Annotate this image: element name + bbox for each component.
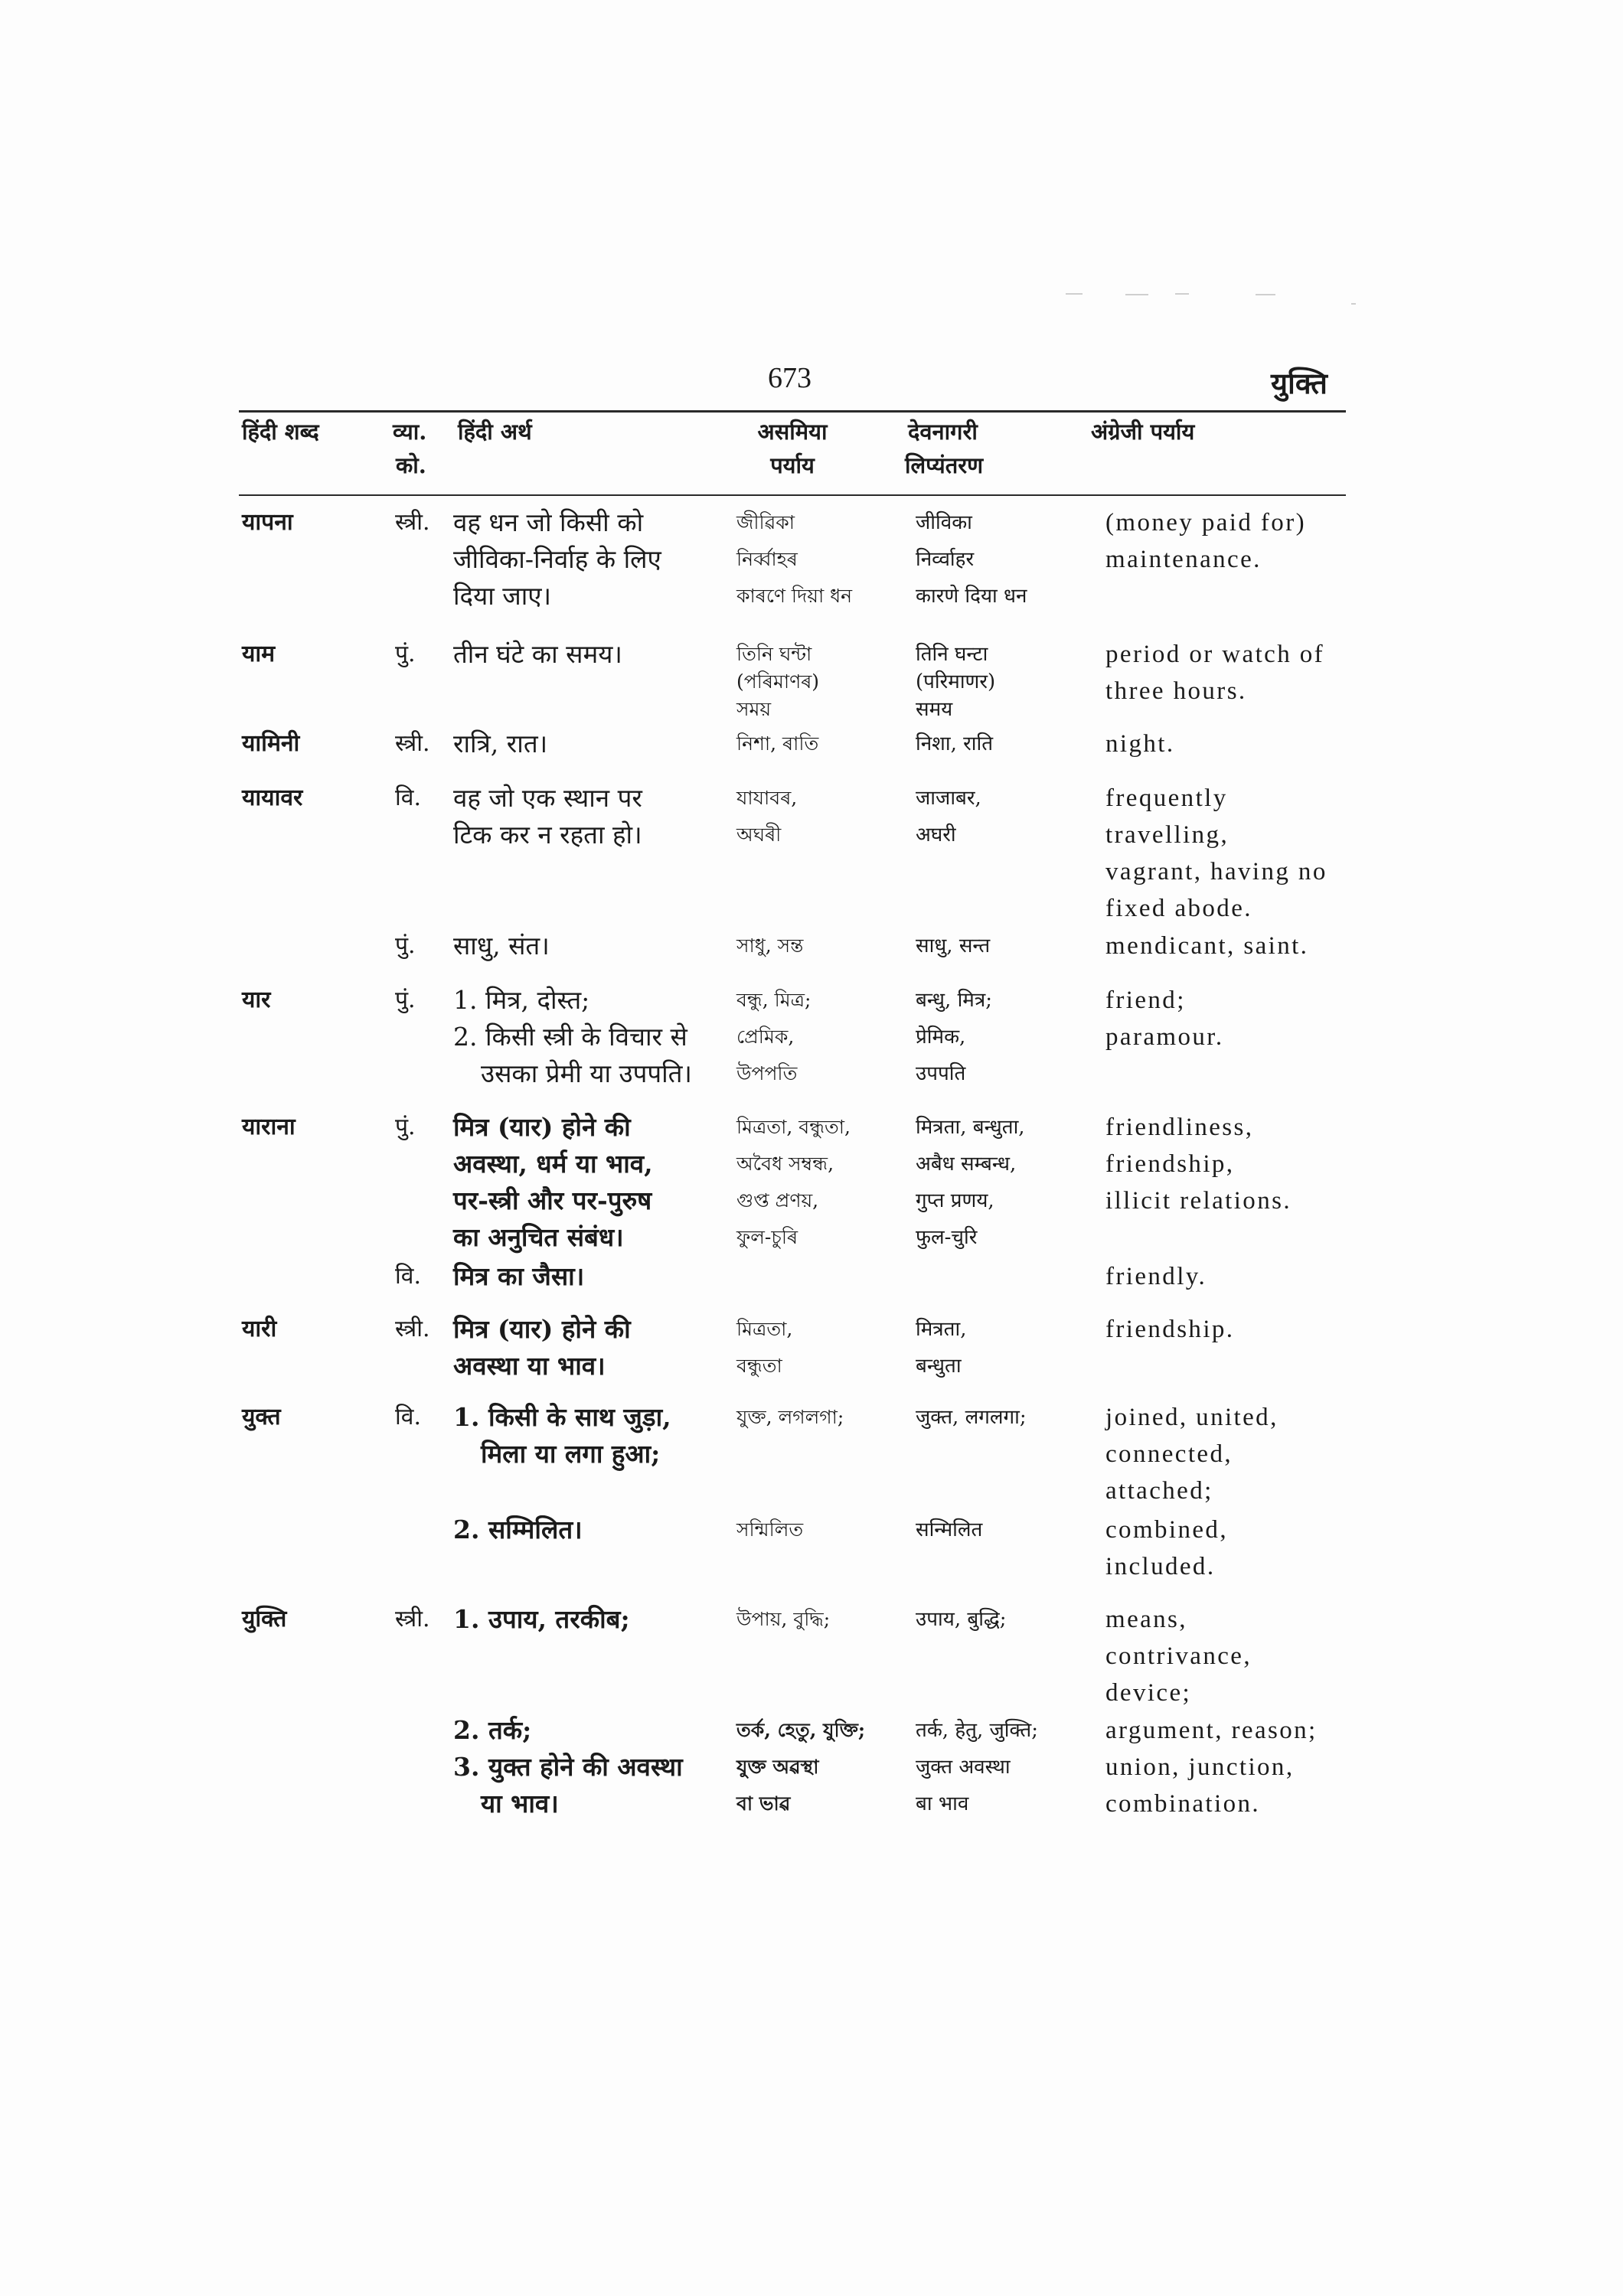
transliteration-line: बन्धुता (916, 1355, 962, 1378)
hindi-meaning-line: 2. सम्मिलित। (453, 1515, 583, 1544)
english-equivalent-line: travelling, (1105, 821, 1229, 849)
english-equivalent-line: connected, (1105, 1440, 1233, 1468)
scan-artifact (1066, 293, 1083, 295)
transliteration-line: जुक्त अवस्था (916, 1756, 1011, 1779)
english-equivalent-line: night. (1105, 730, 1175, 758)
english-equivalents (1105, 1749, 1294, 1822)
entry-row (0, 1601, 1623, 1707)
assamese-synonyms (736, 1399, 844, 1436)
english-equivalents (1105, 1512, 1228, 1585)
english-equivalent-line: period or watch of (1105, 641, 1325, 668)
hindi-meaning-line: का अनुचित संबंध। (453, 1222, 624, 1252)
english-equivalents (1105, 1109, 1292, 1219)
devanagari-transliteration (916, 1749, 1011, 1822)
entry-sense-row (0, 1258, 1623, 1295)
column-header-assamese (735, 415, 850, 482)
english-equivalent-line: union, junction, (1105, 1753, 1295, 1781)
assamese-synonym-line: ফুল-চুৰি (736, 1226, 798, 1248)
assamese-synonyms (736, 726, 818, 762)
transliteration-line: जाजाबर, (916, 787, 981, 810)
english-equivalent-line: device; (1105, 1679, 1192, 1707)
assamese-synonym-line: (পৰিমাণৰ) (736, 670, 820, 693)
hindi-meaning-line: अवस्था या भाव। (453, 1351, 606, 1381)
column-header-headword: हिंदी शब्द (242, 419, 319, 445)
assamese-synonym-line: মিত্ৰতা, বন্ধুতা, (736, 1116, 851, 1138)
grammar-label: पुं. (395, 641, 416, 667)
devanagari-transliteration (916, 1712, 1038, 1749)
assamese-synonym-line: তৰ্ক, হেতু, যুক্তি; (736, 1719, 866, 1741)
english-equivalent-line: (money paid for) (1105, 509, 1306, 536)
transliteration-line: मित्रता, (916, 1318, 967, 1341)
hindi-meaning (453, 1399, 671, 1473)
scan-artifact (1175, 293, 1189, 295)
english-equivalents (1105, 1601, 1252, 1711)
assamese-synonym-line: কাৰণে দিয়া ধন (736, 585, 853, 607)
grammar-label: स्त्री. (395, 1606, 430, 1632)
hindi-meaning-line: 1. मित्र, दोस्त; (453, 985, 590, 1015)
assamese-synonym-line: প্ৰেমিক, (736, 1026, 795, 1048)
transliteration-line: सन्मिलित (916, 1518, 983, 1541)
entry-sense-row (0, 1749, 1623, 1818)
hindi-meaning-line: साधु, संत। (453, 931, 550, 960)
transliteration-line: जीविका (916, 511, 972, 534)
english-equivalent-line: mendicant, saint. (1105, 932, 1309, 960)
transliteration-line: उपपति (916, 1062, 966, 1085)
header-bottom-rule (239, 494, 1346, 496)
entry-row (0, 1399, 1623, 1505)
hindi-meaning-line: मित्र का जैसा। (453, 1261, 585, 1291)
hindi-meaning (453, 504, 661, 615)
english-equivalent-line: three hours. (1105, 677, 1247, 705)
page-number: 673 (768, 362, 812, 394)
devanagari-transliteration (916, 982, 992, 1092)
english-equivalent-line: combined, (1105, 1516, 1228, 1544)
hindi-meaning (453, 1512, 583, 1548)
assamese-synonym-line: বন্ধুতা (736, 1355, 782, 1377)
scan-artifact (1125, 294, 1148, 295)
assamese-synonym-line: নিৰ্ব্বাহৰ (736, 548, 798, 570)
english-equivalents (1105, 1712, 1318, 1749)
transliteration-line: बा भाव (916, 1792, 969, 1815)
devanagari-transliteration (916, 1601, 1006, 1638)
hindi-meaning-line: 1. उपाय, तरकीब; (453, 1604, 630, 1634)
headword: युक्ति (242, 1606, 287, 1632)
devanagari-transliteration (916, 636, 995, 723)
column-header-meaning: हिंदी अर्थ (458, 419, 532, 445)
devanagari-transliteration (916, 1399, 1027, 1436)
devanagari-transliteration (916, 1311, 966, 1384)
hindi-meaning-line: उसका प्रेमी या उपपति। (481, 1058, 692, 1088)
grammar-label: वि. (395, 1263, 421, 1290)
assamese-synonym-line: সাধু, সন্ত (736, 934, 804, 957)
english-equivalent-line: means, (1105, 1606, 1187, 1633)
hindi-meaning-line: 2. तर्क; (453, 1715, 532, 1745)
transliteration-line: मित्रता, बन्धुता, (916, 1116, 1025, 1139)
header-top-rule (239, 410, 1346, 413)
english-equivalent-line: included. (1105, 1553, 1216, 1580)
entry-row (0, 1311, 1623, 1381)
english-equivalent-line: friendly. (1105, 1263, 1207, 1290)
english-equivalents (1105, 504, 1306, 578)
english-equivalent-line: argument, reason; (1105, 1717, 1318, 1744)
hindi-meaning (453, 636, 622, 673)
column-header-assamese-line: असमिया (757, 419, 828, 445)
english-equivalents (1105, 636, 1324, 709)
scan-artifact (1256, 294, 1275, 295)
hindi-meaning-line: पर-स्त्री और पर-पुरुष (453, 1186, 652, 1215)
hindi-meaning-line: या भाव। (481, 1789, 559, 1818)
entry-sense-row (0, 928, 1623, 964)
headword: याम (242, 641, 276, 667)
assamese-synonyms (736, 1749, 818, 1822)
assamese-synonyms (736, 780, 797, 853)
assamese-synonym-line: যাযাবৰ, (736, 787, 798, 809)
english-equivalents (1105, 928, 1308, 964)
transliteration-line: जुक्त, लगलगा; (916, 1406, 1027, 1429)
english-equivalent-line: illicit relations. (1105, 1187, 1292, 1215)
english-equivalent-line: joined, united, (1105, 1404, 1278, 1431)
headword: यार (242, 987, 271, 1013)
entry-row (0, 726, 1623, 762)
assamese-synonyms (736, 1712, 865, 1749)
headword: यायावर (242, 784, 303, 811)
english-equivalents (1105, 1311, 1234, 1348)
english-equivalent-line: combination. (1105, 1790, 1261, 1818)
grammar-label: पुं. (395, 987, 416, 1013)
devanagari-transliteration (916, 504, 1027, 615)
transliteration-line: उपाय, बुद्धि; (916, 1608, 1007, 1631)
grammar-label: स्त्री. (395, 509, 430, 536)
assamese-synonym-line: উপায়, বুদ্ধি; (736, 1608, 831, 1630)
assamese-synonym-line: মিত্ৰতা, (736, 1318, 793, 1340)
devanagari-transliteration (916, 1109, 1025, 1256)
english-equivalent-line: fixed abode. (1105, 895, 1252, 922)
english-equivalents (1105, 1399, 1278, 1509)
transliteration-line: अघरी (916, 823, 956, 846)
transliteration-line: समय (916, 698, 953, 721)
devanagari-transliteration (916, 726, 993, 762)
english-equivalent-line: paramour. (1105, 1023, 1224, 1051)
headword: यारी (242, 1316, 277, 1342)
hindi-meaning-line: अवस्था, धर्म या भाव, (453, 1149, 653, 1179)
transliteration-line: फुल-चुरि (916, 1226, 978, 1249)
hindi-meaning (453, 1311, 631, 1384)
hindi-meaning (453, 1109, 653, 1256)
entry-row (0, 982, 1623, 1088)
hindi-meaning-line: वह जो एक स्थान पर (453, 783, 642, 813)
transliteration-line: गुप्त प्रणय, (916, 1189, 994, 1212)
grammar-label: स्त्री. (395, 1316, 430, 1342)
hindi-meaning-line: जीविका-निर्वाह के लिए (453, 544, 661, 574)
assamese-synonym-line: সন্মিলিত (736, 1518, 804, 1541)
hindi-meaning-line: मित्र (यार) होने की (453, 1314, 631, 1344)
assamese-synonym-line: বন্ধু, মিত্ৰ; (736, 989, 812, 1011)
english-equivalent-line: maintenance. (1105, 546, 1262, 573)
entry-row (0, 780, 1623, 922)
grammar-label: वि. (395, 1404, 421, 1430)
devanagari-transliteration (916, 1512, 982, 1548)
assamese-synonyms (736, 928, 803, 964)
grammar-label: स्त्री. (395, 730, 430, 757)
english-equivalent-line: contrivance, (1105, 1642, 1252, 1670)
hindi-meaning-line: मित्र (यार) होने की (453, 1112, 631, 1142)
english-equivalent-line: friend; (1105, 987, 1186, 1014)
assamese-synonym-line: অবৈধ সম্বন্ধ, (736, 1153, 834, 1175)
hindi-meaning-line: मिला या लगा हुआ; (481, 1439, 661, 1469)
english-equivalent-line: friendship, (1105, 1150, 1235, 1178)
headword: यामिनी (242, 730, 300, 757)
transliteration-line: निशा, राति (916, 732, 994, 755)
transliteration-line: तर्क, हेतु, जुक्ति; (916, 1719, 1039, 1742)
column-header-transliteration-line: देवनागरी (908, 419, 978, 445)
hindi-meaning-line: 2. किसी स्त्री के विचार से (453, 1022, 687, 1052)
english-equivalent-line: frequently (1105, 784, 1228, 812)
assamese-synonyms (736, 982, 811, 1092)
grammar-label: पुं. (395, 932, 416, 959)
english-equivalent-line: friendliness, (1105, 1114, 1254, 1141)
hindi-meaning (453, 1601, 630, 1638)
assamese-synonym-line: জীৱিকা (736, 511, 795, 533)
assamese-synonym-line: নিশা, ৰাতি (736, 732, 819, 755)
column-header-transliteration-line: लिप्यंतरण (905, 452, 984, 478)
headword: युक्त (242, 1404, 281, 1430)
hindi-meaning-line: वह धन जो किसी को (453, 507, 644, 537)
hindi-meaning (453, 1749, 683, 1822)
assamese-synonym-line: উপপতি (736, 1062, 798, 1084)
hindi-meaning-line: 1. किसी के साथ जुड़ा, (453, 1402, 671, 1432)
entry-row (0, 1109, 1623, 1252)
assamese-synonyms (736, 636, 819, 723)
hindi-meaning-line: 3. युक्त होने की अवस्था (453, 1752, 683, 1782)
hindi-meaning-line: तीन घंटे का समय। (453, 639, 622, 669)
headword: याराना (242, 1114, 296, 1140)
assamese-synonyms (736, 1109, 851, 1256)
english-equivalent-line: friendship. (1105, 1316, 1235, 1343)
transliteration-line: निर्व्वाहर (916, 548, 975, 571)
hindi-meaning (453, 982, 692, 1092)
column-header-grammar-line: को. (396, 452, 426, 478)
assamese-synonym-line: গুপ্ত প্ৰণয়, (736, 1189, 819, 1212)
grammar-label: वि. (395, 784, 421, 811)
english-equivalent-line: vagrant, having no (1105, 858, 1327, 885)
devanagari-transliteration (916, 780, 981, 853)
transliteration-line: साधु, सन्त (916, 934, 991, 957)
hindi-meaning-line: रात्रि, रात। (453, 729, 548, 758)
assamese-synonyms (736, 1512, 803, 1548)
column-header-english: अंग्रेजी पर्याय (1091, 419, 1195, 445)
assamese-synonym-line: বা ভাৱ (736, 1792, 791, 1815)
hindi-meaning-line: टिक कर न रहता हो। (453, 820, 642, 850)
hindi-meaning (453, 726, 547, 762)
assamese-synonyms (736, 504, 852, 615)
hindi-meaning-line: दिया जाए। (453, 581, 552, 611)
english-equivalents (1105, 1258, 1207, 1295)
grammar-label: पुं. (395, 1114, 416, 1140)
transliteration-line: अबैध सम्बन्ध, (916, 1153, 1017, 1176)
assamese-synonym-line: যুক্ত, লগলগা; (736, 1406, 844, 1428)
assamese-synonym-line: অঘৰী (736, 823, 782, 846)
devanagari-transliteration (916, 928, 990, 964)
hindi-meaning (453, 1712, 531, 1749)
hindi-meaning (453, 1258, 584, 1295)
english-equivalents (1105, 982, 1223, 1055)
column-header-grammar-line: व्या. (393, 419, 427, 445)
column-header-grammar (393, 415, 426, 482)
hindi-meaning (453, 928, 550, 964)
transliteration-line: कारणे दिया धन (916, 585, 1027, 608)
english-equivalents (1105, 780, 1327, 927)
transliteration-line: (परिमाणर) (916, 670, 996, 693)
headword: यापना (242, 509, 293, 536)
transliteration-line: बन्धु, मित्र; (916, 989, 992, 1012)
assamese-synonym-line: যুক্ত অৱস্থা (736, 1756, 819, 1778)
assamese-synonym-line: তিনি ঘন্টা (736, 643, 812, 665)
assamese-synonyms (736, 1311, 792, 1384)
entry-row (0, 636, 1623, 721)
entry-sense-row (0, 1512, 1623, 1580)
scan-artifact (1351, 303, 1356, 305)
transliteration-line: प्रेमिक, (916, 1026, 966, 1049)
english-equivalents (1105, 726, 1175, 762)
guide-word: युक्ति (1271, 366, 1327, 400)
hindi-meaning (453, 780, 642, 853)
entry-sense-row (0, 1712, 1623, 1749)
entry-row (0, 504, 1623, 611)
assamese-synonyms (736, 1601, 830, 1638)
column-header-transliteration (905, 415, 983, 482)
english-equivalent-line: attached; (1105, 1477, 1213, 1505)
transliteration-line: तिनि घन्टा (916, 643, 988, 666)
column-header-assamese-line: पर्याय (770, 452, 815, 478)
assamese-synonym-line: সময় (736, 698, 772, 720)
